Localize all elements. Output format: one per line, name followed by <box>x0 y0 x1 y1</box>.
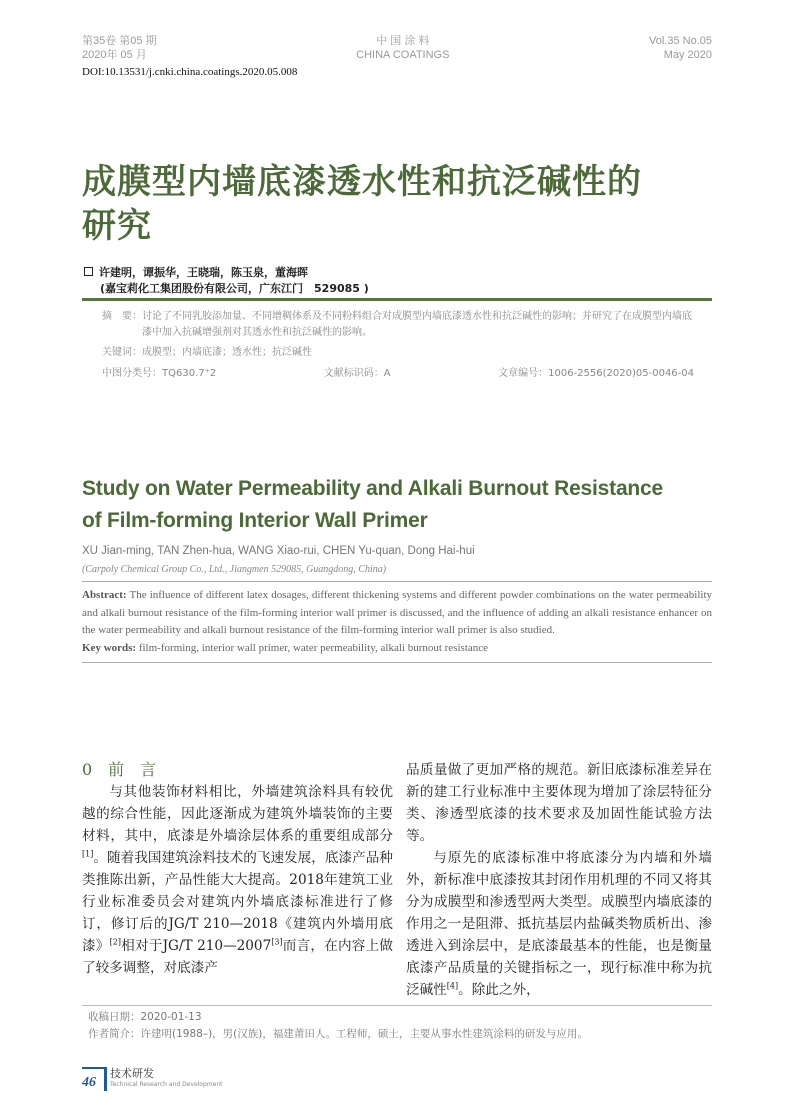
divider <box>82 298 712 301</box>
journal-name: 中 国 涂 料 CHINA COATINGS <box>356 35 450 61</box>
abstract-cn: 摘 要： 讨论了不同乳胶添加量、不同增稠体系及不同粉料组合对成膜型内墙底漆透水性和抗泛碱性的影响；并研究了在成膜型内墙底漆中加入抗碱增强剂对其透水性和抗泛碱性的影响。 <box>102 311 692 338</box>
section-heading: 0 前 言 <box>82 760 157 779</box>
clc-number: 中图分类号：TQ630.7⁺2 <box>102 368 217 379</box>
divider <box>82 581 712 582</box>
journal-volume-en: Vol.35 No.05 May 2020 <box>649 35 712 61</box>
article-number: 文章编号：1006-2556(2020)05-0046-04 <box>498 368 694 379</box>
keywords-cn: 关键词：成膜型；内墙底漆；透水性；抗泛碱性 <box>102 347 312 358</box>
page-footer: 46 技术研发 Technical Research and Development <box>82 1067 223 1090</box>
body-column-right: 品质量做了更加严格的规范。新旧底漆标准差异在新的建工行业标准中主要体现为增加了涂层特征分类、渗透型底漆的技术要求及加固性能试验方法等。 与原先的底漆标准中将底漆分为内墙和外墙外，新标准中底漆按其封闭作用机理的不同又将其分为成膜型和渗透型两大类型。成膜型内墙底漆的作用之一是阻滞、抵抗基层内盐碱类物质析出、渗透进入到涂层中，是底漆最基本的性能，也是衡量底漆产品质量的关键指标之一，现行标准中称为抗泛碱性[4]。除此之外， <box>406 762 712 998</box>
classification-row <box>82 366 712 382</box>
title-en: Study on Water Permeability and Alkali Burnout Resistance of Film-forming Interior Wall Primer <box>82 477 664 532</box>
body-columns <box>82 759 712 1001</box>
page-number: 46 <box>82 1075 96 1090</box>
footnotes: 收稿日期：2020-01-13 作者简介：许建明(1988–)，男(汉族)，福建莆田人。工程师，硕士，主要从事水性建筑涂料的研发与应用。 <box>88 1011 588 1040</box>
journal-volume: 第35卷 第05 期 2020年 05 月 <box>82 35 157 61</box>
divider <box>82 662 712 663</box>
authors-cn: 许建明，谭振华，王晓瑞，陈玉泉，董海晖 (嘉宝莉化工集团股份有限公司，广东江门 529085 ) <box>82 265 712 297</box>
abstract-en: Abstract: The influence of different latex dosages, different thickening systems and different powder combinations on the water permeability and alkali burnout resistance of the film-forming interior wall primer is discussed, and the influence of adding an alkali resistance enhancer on the water permeability and alkali burnout resistance of the film-forming interior wall primer is also studied. Key words: film-forming, interior wall primer, water permeability, alkali burnout resistance <box>82 589 712 654</box>
body-column-left: 0 前 言 与其他装饰材料相比，外墙建筑涂料具有较优越的综合性能，因此逐渐成为建筑外墙装饰的主要材料，其中，底漆是外墙涂层体系的重要组成部分[1]。随着我国建筑涂料技术的飞速发展，底漆产品种类推陈出新，产品性能大大提高。2018年建筑工业行业标准委员会对建筑内外墙底漆标准进行了修订，修订后的JG/T 210—2018《建筑内外墙用底漆》[2]相对于JG/T 210—2007[3]而言，在内容上做了较多调整，对底漆产 <box>82 760 394 976</box>
authors-en: XU Jian-ming, TAN Zhen-hua, WANG Xiao-rui, CHEN Yu-quan, Dong Hai-hui <box>82 545 475 557</box>
square-bullet-icon <box>84 267 93 276</box>
document-code: 文献标识码：A <box>323 368 391 379</box>
footnote-divider <box>82 1005 712 1006</box>
doi: DOI:10.13531/j.cnki.china.coatings.2020.05.008 <box>82 66 298 78</box>
affiliation-en: (Carpoly Chemical Group Co., Ltd., Jiangmen 529085, Guangdong, China) <box>82 564 387 575</box>
running-header <box>82 34 712 62</box>
title-cn: 成膜型内墙底漆透水性和抗泛碱性的 研究 <box>82 162 642 246</box>
